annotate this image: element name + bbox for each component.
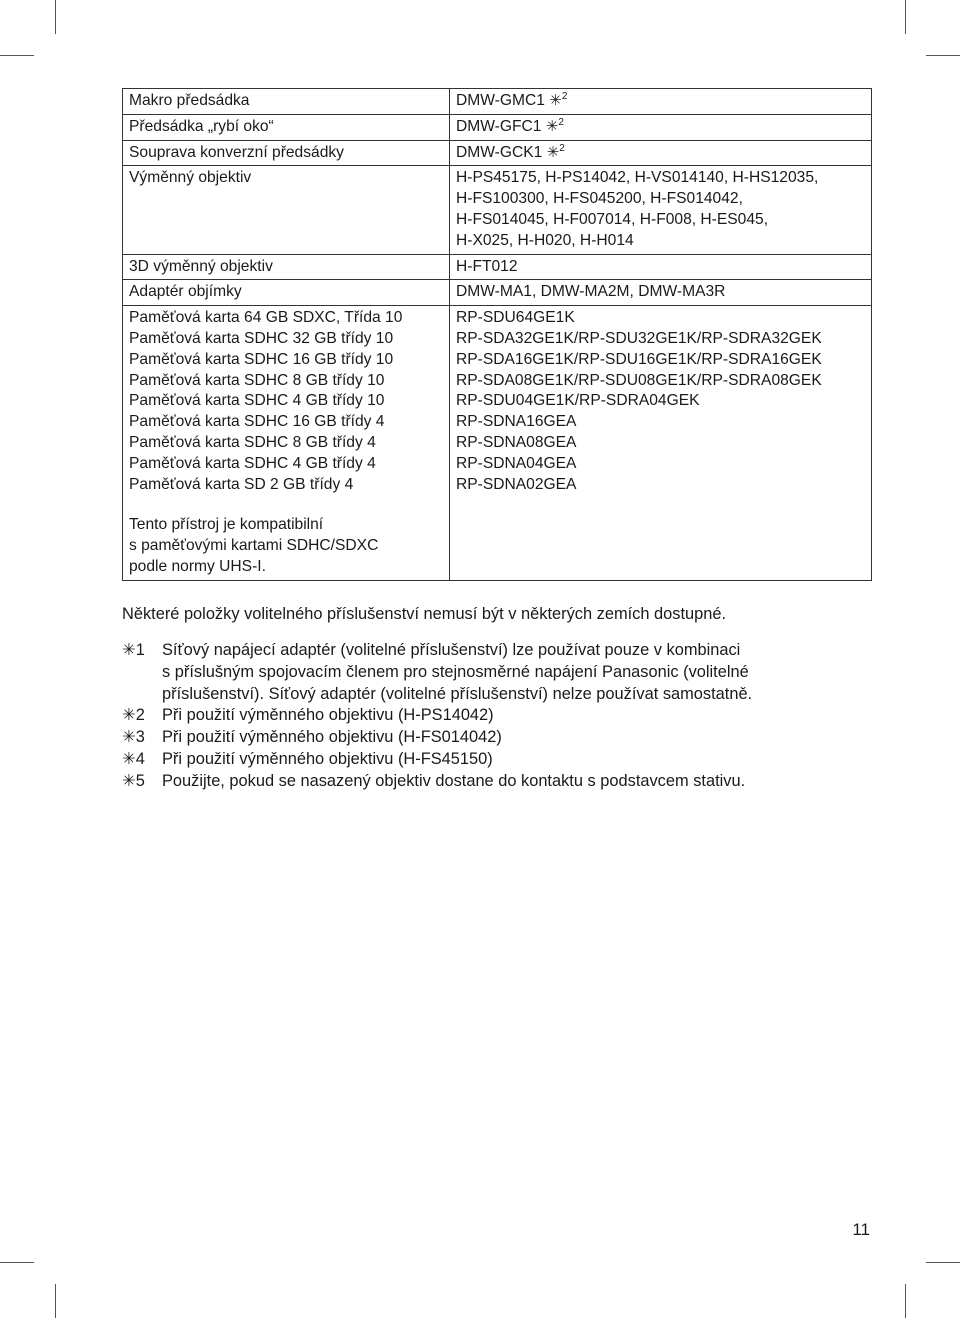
footnote-ref: ✳$^2$	[546, 142, 565, 161]
table-row	[123, 140, 872, 166]
card-type: Paměťová karta SDHC 4 GB třídy 10	[129, 392, 385, 410]
table-row	[123, 89, 872, 115]
crop-mark	[926, 1262, 960, 1263]
footnotes	[122, 640, 882, 793]
model-number: DMW-GMC1 ✳$^2$	[450, 89, 872, 115]
accessories-table	[122, 88, 872, 581]
item-name: 3D výměnný objektiv	[123, 254, 450, 280]
footnote-text: Při použití výměnného objektivu (H-PS14042)	[162, 706, 494, 725]
footnote-marker: ✳4	[122, 749, 145, 768]
table-row-memory-cards	[123, 306, 872, 581]
crop-mark	[926, 55, 960, 56]
compatibility-note: Tento přístroj je kompatibilní	[129, 516, 324, 534]
model-number: H-FT012	[450, 254, 872, 280]
footnote-marker: ✳1	[122, 641, 145, 659]
item-name: Výměnný objektiv	[123, 166, 450, 254]
page-number: 11	[852, 1220, 870, 1239]
card-type: Paměťová karta SDHC 4 GB třídy 4	[129, 454, 376, 472]
card-type: Paměťová karta SD 2 GB třídy 4	[129, 475, 354, 493]
crop-mark	[55, 0, 56, 34]
card-type: Paměťová karta SDHC 16 GB třídy 10	[129, 350, 394, 368]
crop-mark	[0, 1262, 34, 1263]
card-model: RP-SDU04GE1K/RP-SDRA04GEK	[456, 392, 700, 410]
card-model: RP-SDNA16GEA	[456, 413, 577, 431]
footnote	[122, 749, 882, 771]
footnote-marker: ✳2	[122, 706, 145, 725]
model-number: DMW-GFC1 ✳$^2$	[450, 114, 872, 140]
model-line: H-X025, H-H020, H-H014	[456, 231, 634, 249]
footnote	[122, 771, 882, 793]
footnote-ref: ✳$^2$	[545, 116, 564, 135]
card-type: Paměťová karta SDHC 32 GB třídy 10	[129, 329, 394, 347]
card-model: RP-SDA08GE1K/RP-SDU08GE1K/RP-SDRA08GEK	[456, 371, 822, 389]
footnote	[122, 727, 882, 749]
crop-mark	[55, 1284, 56, 1318]
footnote	[122, 705, 882, 727]
crop-mark	[905, 1284, 906, 1318]
availability-note: Některé položky volitelného příslušenství nemusí být v některých zemích dostupné.	[122, 605, 727, 623]
table-row	[123, 114, 872, 140]
card-model: RP-SDNA08GEA	[456, 433, 577, 451]
footnote-text: Síťový napájecí adaptér (volitelné příslušenství) lze používat pouze v kombinaci s příslušným spojovacím členem pro stejnosměrné napájení Panasonic (volitelné příslušenství). Síťový adaptér (volitelné příslušenství) nelze používat samostatně.	[162, 641, 753, 703]
item-name: Předsádka „rybí oko“	[123, 114, 450, 140]
model-line: H-PS45175, H-PS14042, H-VS014140, H-HS12035,	[456, 169, 819, 187]
model-number: DMW-MA1, DMW-MA2M, DMW-MA3R	[450, 280, 872, 306]
table-row	[123, 254, 872, 280]
card-type: Paměťová karta SDHC 16 GB třídy 4	[129, 413, 385, 431]
model-line: H-FS100300, H-FS045200, H-FS014042,	[456, 190, 743, 208]
compatibility-note: podle normy UHS-I.	[129, 557, 266, 575]
card-model: RP-SDA32GE1K/RP-SDU32GE1K/RP-SDRA32GEK	[456, 329, 822, 347]
footnote	[122, 640, 882, 705]
card-type: Paměťová karta SDHC 8 GB třídy 4	[129, 433, 376, 451]
card-types	[123, 306, 450, 581]
card-type: Paměťová karta SDHC 8 GB třídy 10	[129, 371, 385, 389]
card-type: Paměťová karta 64 GB SDXC, Třída 10	[129, 309, 403, 327]
table-row	[123, 280, 872, 306]
card-model: RP-SDU64GE1K	[456, 309, 575, 327]
footnote-marker: ✳5	[122, 771, 145, 790]
crop-mark	[905, 0, 906, 34]
footnote-ref: ✳$^2$	[549, 91, 568, 109]
compatibility-note: s paměťovými kartami SDHC/SDXC	[129, 537, 379, 555]
model-line: H-FS014045, H-F007014, H-F008, H-ES045,	[456, 210, 769, 228]
model-number-list	[450, 166, 872, 254]
model-number: DMW-GCK1 ✳$^2$	[450, 140, 872, 166]
footnote-text: Při použití výměnného objektivu (H-FS45150)	[162, 749, 493, 768]
item-name: Souprava konverzní předsádky	[123, 140, 450, 166]
card-model: RP-SDA16GE1K/RP-SDU16GE1K/RP-SDRA16GEK	[456, 350, 822, 368]
card-model: RP-SDNA02GEA	[456, 475, 577, 493]
table-row	[123, 166, 872, 254]
crop-mark	[0, 55, 34, 56]
footnote-marker: ✳3	[122, 728, 145, 747]
card-models	[450, 306, 872, 581]
card-model: RP-SDNA04GEA	[456, 454, 577, 472]
footnote-text: Použijte, pokud se nasazený objektiv dostane do kontaktu s podstavcem stativu.	[162, 771, 746, 790]
footnote-text: Při použití výměnného objektivu (H-FS014042)	[162, 728, 502, 747]
item-name: Makro předsádka	[123, 89, 450, 115]
item-name: Adaptér objímky	[123, 280, 450, 306]
